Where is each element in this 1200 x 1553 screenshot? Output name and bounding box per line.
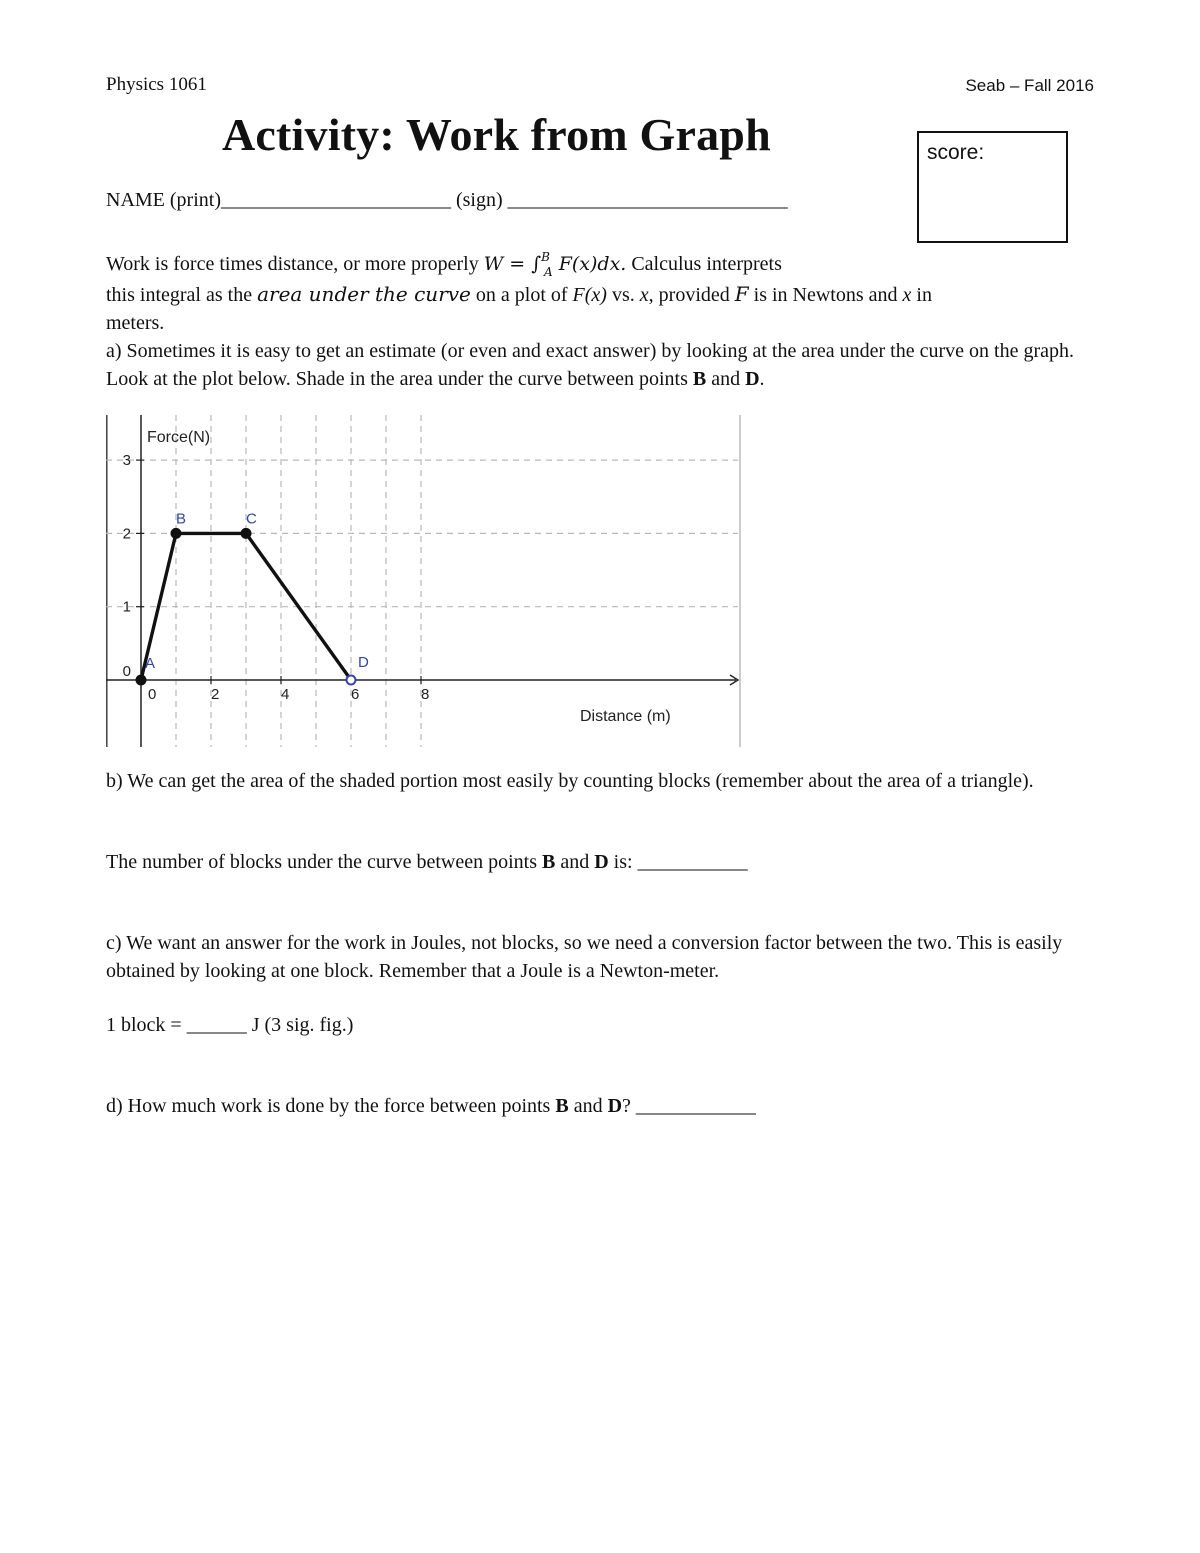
x-tick-label: 0 <box>148 686 157 703</box>
question-text: 1 block = <box>106 1014 187 1036</box>
sign-label: (sign) <box>450 189 508 211</box>
intro-text: is in Newtons and <box>748 284 903 306</box>
var-x: x <box>902 284 912 306</box>
x-tick-label: 4 <box>281 686 290 703</box>
x-tick-label: 8 <box>421 686 430 703</box>
equation-lhs: W = ∫ <box>483 253 542 275</box>
point-a <box>137 676 146 685</box>
sign-blank[interactable]: ____________________________ <box>507 189 788 211</box>
intro-line-3: meters. <box>106 312 165 334</box>
point-b-ref: B <box>692 368 707 390</box>
and-text: and <box>568 1095 608 1117</box>
y-tick-label: 0 <box>122 663 131 680</box>
question-text: J (3 sig. fig.) <box>246 1014 354 1036</box>
intro-text: on a plot of <box>470 284 573 306</box>
point-d-ref: D <box>745 368 760 390</box>
period: . <box>759 368 765 390</box>
point-b-ref: B <box>555 1095 569 1117</box>
point-b-ref: B <box>541 851 556 873</box>
part-a-text <box>106 337 1096 393</box>
var-fx: F(x) <box>572 284 607 306</box>
score-label: score: <box>927 141 985 164</box>
part-d-question <box>106 1092 1096 1120</box>
var-x: x <box>639 284 649 306</box>
point-label-a: A <box>145 655 156 672</box>
point-label-c: C <box>246 510 257 528</box>
emphasis-text: area under the curve <box>257 282 471 306</box>
point-label-b: B <box>176 510 187 528</box>
part-c-question <box>106 1011 1096 1039</box>
work-answer-blank[interactable]: ____________ <box>635 1095 756 1117</box>
y-tick-label: 2 <box>122 525 131 543</box>
and-text: and <box>555 851 595 873</box>
intro-text: vs. <box>606 284 640 306</box>
conversion-answer-blank[interactable]: ______ <box>186 1014 247 1036</box>
intro-text: Calculus interprets <box>626 253 782 275</box>
integral-lower-limit: A <box>543 265 553 279</box>
work-equation <box>483 250 627 279</box>
and-text: and <box>706 368 746 390</box>
name-blank[interactable]: _______________________ <box>220 189 451 211</box>
intro-line-2 <box>106 280 1096 309</box>
blocks-answer-blank[interactable]: ___________ <box>637 851 748 873</box>
y-tick-label: 1 <box>122 598 131 616</box>
part-a-body: a) Sometimes it is easy to get an estimate (or even and exact answer) by looking at the area under the curve on the graph. Look at the plot below. Shade in the area under the curve between points <box>106 340 1074 390</box>
question-text: d) How much work is done by the force between points <box>106 1095 556 1117</box>
score-box[interactable] <box>917 131 1068 243</box>
point-d-ref: D <box>607 1095 623 1117</box>
course-name: Physics 1061 <box>106 74 207 95</box>
part-c-text: c) We want an answer for the work in Joules, not blocks, so we need a conversion factor between the two. This is easily obtained by looking at one block. Remember that a Joule is a Newton-meter. <box>106 932 1063 982</box>
force-distance-graph <box>106 415 748 747</box>
name-line <box>106 189 788 212</box>
instructor-term: Seab – Fall 2016 <box>965 76 1094 95</box>
integral-upper-limit: B <box>541 250 550 264</box>
y-tick-label: 3 <box>122 452 131 470</box>
question-text: The number of blocks under the curve between points <box>106 851 542 873</box>
y-axis-label: Force(N) <box>147 429 211 446</box>
x-tick-label: 2 <box>211 686 220 703</box>
var-F: F <box>734 282 749 306</box>
x-axis-label: Distance (m) <box>580 708 671 725</box>
question-text: ? <box>622 1095 636 1117</box>
point-d <box>347 676 356 685</box>
page-title: Activity: Work from Graph <box>222 109 771 160</box>
intro-text: this integral as the <box>106 284 258 306</box>
point-b <box>172 529 181 538</box>
equation-integrand: F(x)dx. <box>552 253 627 275</box>
intro-line-1 <box>106 250 1096 280</box>
question-text: is: <box>608 851 638 873</box>
part-b-question <box>106 848 1096 876</box>
x-tick-label: 6 <box>351 686 360 703</box>
point-c <box>242 529 251 538</box>
intro-text: , provided <box>648 284 735 306</box>
part-b-text: b) We can get the area of the shaded portion most easily by counting blocks (remember about the area of a triangle). <box>106 770 1034 792</box>
point-label-d: D <box>358 654 369 671</box>
intro-text: Work is force times distance, or more properly <box>106 253 484 275</box>
intro-paragraph <box>106 250 1096 393</box>
name-label: NAME (print) <box>106 189 221 211</box>
point-d-ref: D <box>594 851 609 873</box>
intro-text: in <box>911 284 932 306</box>
